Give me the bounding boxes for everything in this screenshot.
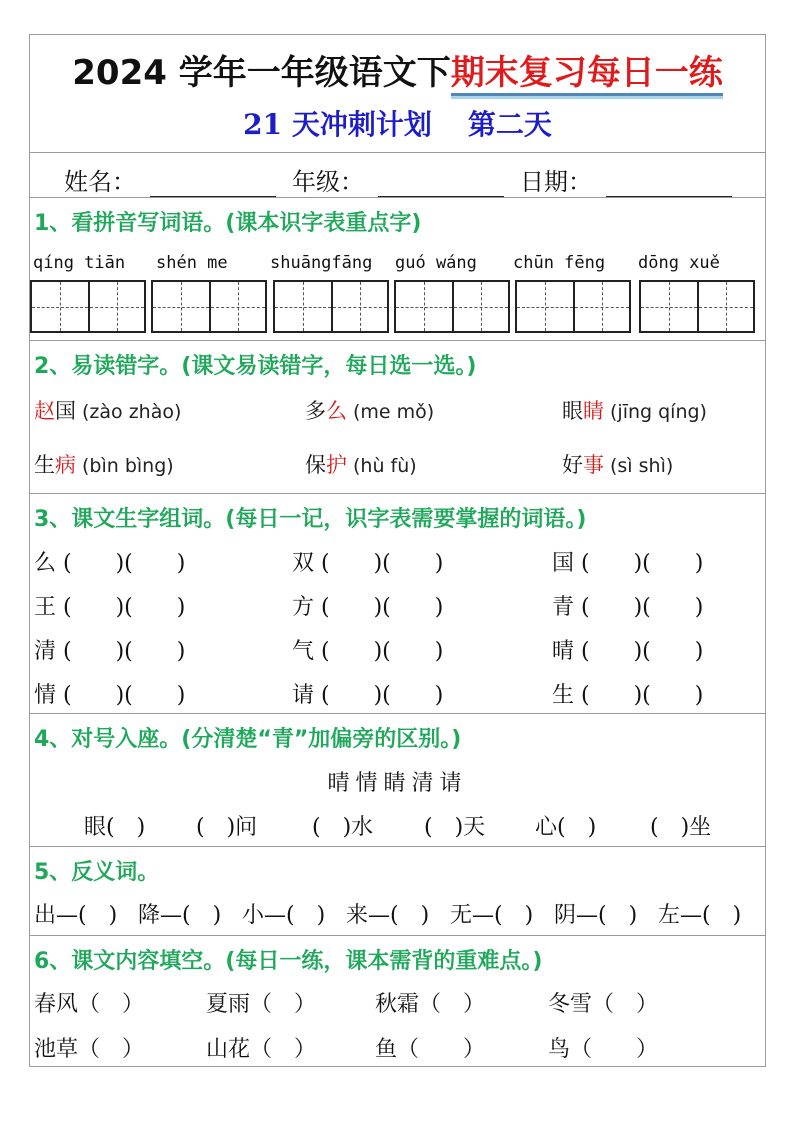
writing-grid[interactable] <box>515 280 631 333</box>
fill-blank[interactable]: 冬雪（ ） <box>548 992 659 1017</box>
grade-field <box>292 162 504 197</box>
grid-cell[interactable] <box>88 282 144 331</box>
grid-cell[interactable] <box>697 282 753 331</box>
polyphone-word: 好事 <box>562 453 604 477</box>
pinyin-label: chūn fēng <box>513 253 606 273</box>
section-heading: 1、看拼音写词语。(课本识字表重点字) <box>34 211 422 236</box>
writing-grid[interactable] <box>273 280 389 333</box>
name-label: 姓名： <box>64 168 136 196</box>
antonym-blank[interactable]: 出—( ) <box>34 903 118 928</box>
word-forming-item[interactable]: 青 ( )( ) <box>552 595 704 620</box>
antonym-blank[interactable]: 降—( ) <box>138 903 222 928</box>
polyphone-item[interactable] <box>34 449 174 479</box>
fill-blank[interactable]: 秋霜（ ） <box>375 992 486 1017</box>
section-matching <box>30 714 765 847</box>
info-row <box>64 162 748 197</box>
polyphone-word: 眼睛 <box>562 399 604 423</box>
match-blank[interactable]: ( )天 <box>424 815 486 840</box>
match-blank[interactable]: ( )坐 <box>650 815 712 840</box>
writing-grid[interactable] <box>394 280 510 333</box>
polyphone-item[interactable] <box>562 449 673 479</box>
word-forming-item[interactable]: 情 ( )( ) <box>34 683 186 708</box>
writing-grid[interactable] <box>639 280 755 333</box>
grid-cell[interactable] <box>32 282 88 331</box>
section-polyphone <box>30 341 765 494</box>
pinyin-label: qíng tiān <box>33 253 126 273</box>
pinyin-label: dōng xuě <box>638 253 720 273</box>
word-forming-item[interactable]: 方 ( )( ) <box>292 595 444 620</box>
word-forming-item[interactable]: 晴 ( )( ) <box>552 639 704 664</box>
grid-cell[interactable] <box>153 282 209 331</box>
writing-grid[interactable] <box>30 280 146 333</box>
writing-grid[interactable] <box>151 280 267 333</box>
polyphone-item[interactable] <box>305 449 417 479</box>
word-forming-item[interactable]: 请 ( )( ) <box>292 683 444 708</box>
pinyin-label: shuāngfāng <box>270 253 373 273</box>
word-forming-item[interactable]: 么 ( )( ) <box>34 551 186 576</box>
polyphone-item[interactable] <box>562 395 707 425</box>
date-input[interactable] <box>606 173 732 197</box>
polyphone-word: 多么 <box>305 399 347 423</box>
fill-blank[interactable]: 山花（ ） <box>206 1037 317 1062</box>
title-main: 2024 学年一年级语文下 <box>72 53 451 93</box>
polyphone-item[interactable] <box>305 395 434 425</box>
grade-input[interactable] <box>378 173 504 197</box>
name-input[interactable] <box>150 173 276 197</box>
pinyin-options[interactable]: (zào zhào) <box>82 401 182 423</box>
page-title <box>30 45 765 94</box>
polyphone-word: 生病 <box>34 453 76 477</box>
section-antonyms <box>30 847 765 936</box>
grid-cell[interactable] <box>641 282 697 331</box>
student-info-section <box>30 153 765 198</box>
section-heading: 2、易读错字。(课文易读错字，每日选一选。) <box>34 354 477 379</box>
fill-blank[interactable]: 鱼（ ） <box>375 1037 486 1062</box>
antonym-blank[interactable]: 无—( ) <box>450 903 534 928</box>
page-subtitle <box>30 103 765 143</box>
pinyin-options[interactable]: (bìn bìng) <box>82 455 174 477</box>
polyphone-word: 保护 <box>305 453 347 477</box>
word-forming-item[interactable]: 国 ( )( ) <box>552 551 704 576</box>
pinyin-label: shén me <box>156 253 228 273</box>
grid-cell[interactable] <box>331 282 387 331</box>
polyphone-item[interactable] <box>34 395 181 425</box>
section-heading: 5、反义词。 <box>34 860 160 885</box>
section-heading: 4、对号入座。(分清楚“青”加偏旁的区别。) <box>34 727 462 752</box>
antonym-blank[interactable]: 小—( ) <box>242 903 326 928</box>
antonym-blank[interactable]: 左—( ) <box>658 903 742 928</box>
date-field <box>520 162 732 197</box>
pinyin-options[interactable]: (me mǒ) <box>353 401 435 423</box>
word-forming-item[interactable]: 双 ( )( ) <box>292 551 444 576</box>
match-blank[interactable]: 心( ) <box>535 815 597 840</box>
word-forming-item[interactable]: 清 ( )( ) <box>34 639 186 664</box>
section-heading: 6、课文内容填空。(每日一练，课本需背的重难点。) <box>34 949 543 974</box>
grade-label: 年级： <box>292 168 364 196</box>
grid-cell[interactable] <box>452 282 508 331</box>
word-forming-item[interactable]: 王 ( )( ) <box>34 595 186 620</box>
word-forming-item[interactable]: 生 ( )( ) <box>552 683 704 708</box>
fill-blank[interactable]: 池草（ ） <box>34 1037 145 1062</box>
subtitle-plan: 21 天冲刺计划 <box>243 108 432 141</box>
grid-cell[interactable] <box>573 282 629 331</box>
header-section <box>30 35 765 153</box>
section-heading: 3、课文生字组词。(每日一记，识字表需要掌握的词语。) <box>34 507 587 532</box>
word-forming-item[interactable]: 气 ( )( ) <box>292 639 444 664</box>
section-text-fill <box>30 936 765 1068</box>
pinyin-label: guó wáng <box>395 253 477 273</box>
antonym-blank[interactable]: 阴—( ) <box>554 903 638 928</box>
character-pool: 晴情睛清请 <box>327 771 468 796</box>
grid-cell[interactable] <box>517 282 573 331</box>
polyphone-word: 赵国 <box>34 399 76 423</box>
name-field <box>64 162 276 197</box>
pinyin-options[interactable]: (jīng qíng) <box>610 401 707 423</box>
fill-blank[interactable]: 夏雨（ ） <box>206 992 317 1017</box>
pinyin-options[interactable]: (sì shì) <box>610 455 674 477</box>
match-blank[interactable]: ( )问 <box>196 815 258 840</box>
fill-blank[interactable]: 鸟（ ） <box>548 1037 659 1062</box>
antonym-blank[interactable]: 来—( ) <box>346 903 430 928</box>
match-blank[interactable]: 眼( ) <box>84 815 146 840</box>
grid-cell[interactable] <box>209 282 265 331</box>
grid-cell[interactable] <box>275 282 331 331</box>
title-highlight: 期末复习每日一练 <box>451 53 723 96</box>
match-blank[interactable]: ( )水 <box>312 815 374 840</box>
subtitle-day: 第二天 <box>467 108 552 141</box>
fill-blank[interactable]: 春风（ ） <box>34 992 145 1017</box>
section-word-forming <box>30 494 765 714</box>
grid-cell[interactable] <box>396 282 452 331</box>
section-pinyin-writing <box>30 198 765 341</box>
worksheet <box>29 34 766 1067</box>
date-label: 日期： <box>520 168 592 196</box>
pinyin-options[interactable]: (hù fù) <box>353 455 417 477</box>
